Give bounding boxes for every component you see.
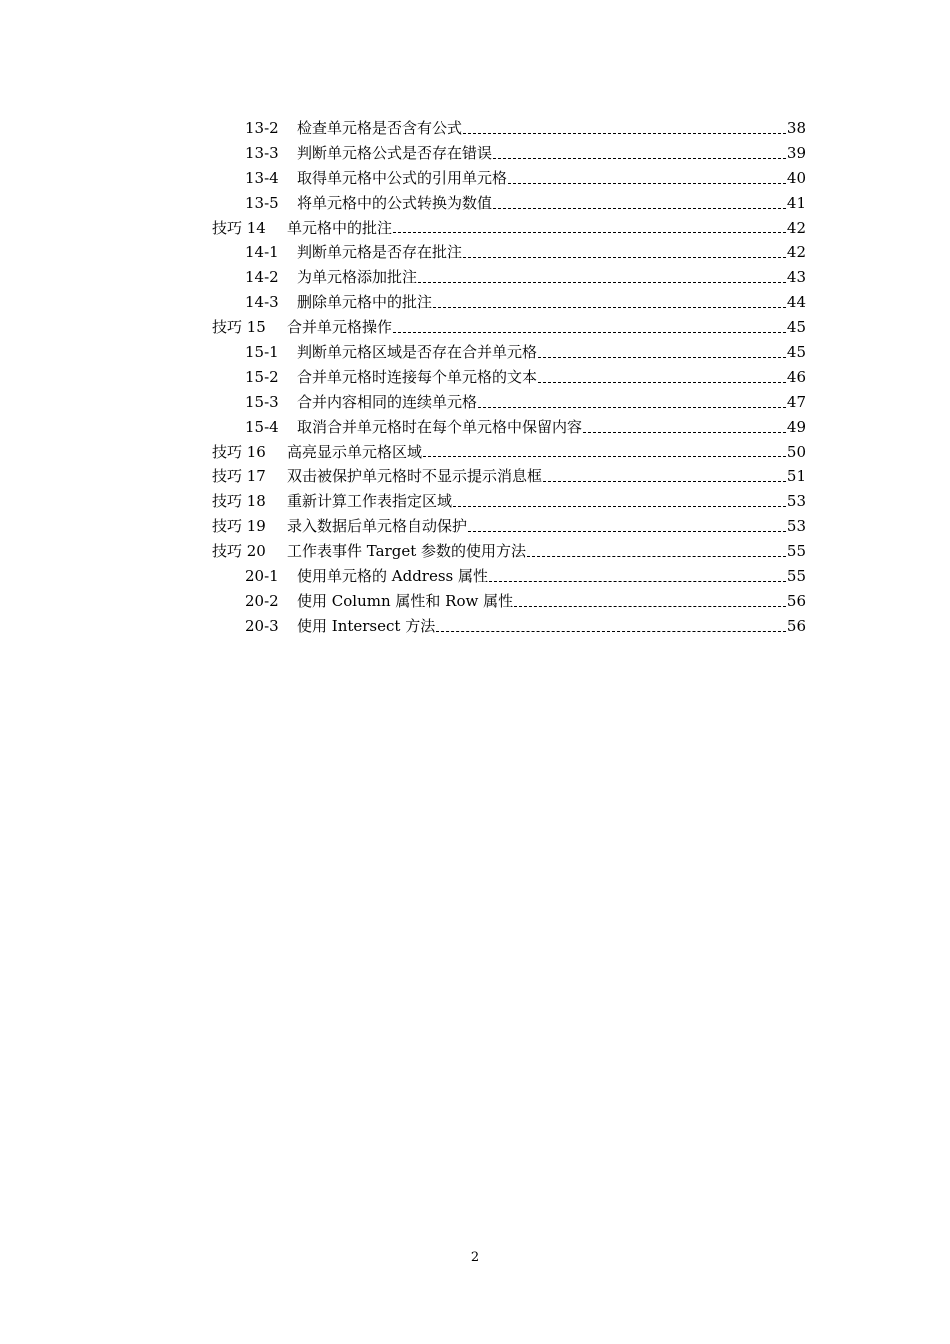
toc-entry-page: 56: [786, 616, 806, 635]
toc-entry-page: 38: [786, 119, 806, 137]
toc-entry-number: 13-5: [245, 193, 279, 212]
toc-entry-title: 双击被保护单元格时不显示提示消息框: [287, 467, 543, 486]
toc-entry-page: 51: [786, 467, 806, 486]
toc-entry[interactable]: [212, 166, 806, 191]
toc-leader: [489, 573, 786, 589]
toc-entry-title: 判断单元格区域是否存在合并单元格: [297, 343, 538, 362]
toc-entry-number: 技巧 14: [212, 218, 266, 237]
toc-entry[interactable]: [212, 265, 806, 290]
toc-leader: [538, 349, 786, 365]
toc-entry[interactable]: [212, 564, 806, 589]
toc-entry-page: 55: [786, 542, 806, 561]
toc-entry-title: 取消合并单元格时在每个单元格中保留内容: [297, 417, 583, 436]
toc-entry-title: 判断单元格公式是否存在错误: [297, 143, 493, 162]
toc-entry-number: 技巧 16: [212, 442, 266, 461]
toc-entry-number: 20-2: [245, 591, 279, 610]
toc-entry[interactable]: [212, 614, 806, 639]
toc-entry-title: 为单元格添加批注: [297, 268, 418, 287]
toc-entry-number: 13-2: [245, 119, 279, 137]
toc-entry-number: 20-1: [245, 567, 279, 586]
toc-leader: [393, 224, 786, 240]
toc-entry-page: 43: [786, 268, 806, 287]
toc-entry-title: 使用单元格的 Address 属性: [297, 567, 489, 586]
toc-entry-number: 技巧 18: [212, 492, 266, 511]
toc-leader: [463, 125, 786, 141]
toc-entry[interactable]: [212, 290, 806, 315]
toc-leader: [423, 448, 786, 464]
toc-leader: [543, 473, 786, 489]
toc-entry-number: 15-2: [245, 367, 279, 386]
toc-entry-title: 判断单元格是否存在批注: [297, 243, 463, 262]
toc-leader: [583, 424, 786, 440]
toc-entry-number: 技巧 20: [212, 542, 266, 561]
toc-entry-number: 技巧 15: [212, 318, 266, 337]
toc-entry-number: 14-1: [245, 243, 279, 262]
toc-entry[interactable]: [212, 440, 806, 465]
toc-entry-number: 15-3: [245, 392, 279, 411]
toc-leader: [493, 200, 786, 216]
toc-leader: [393, 324, 786, 340]
toc-leader: [478, 399, 786, 415]
toc-entry-title: 检查单元格是否含有公式: [297, 119, 463, 137]
toc-entry-title: 重新计算工作表指定区域: [287, 492, 453, 511]
toc-entry-page: 53: [786, 517, 806, 536]
toc-entry-number: 13-3: [245, 143, 279, 162]
table-of-contents: [212, 116, 806, 639]
toc-entry-title: 工作表事件 Target 参数的使用方法: [287, 542, 526, 561]
toc-entry[interactable]: [212, 539, 806, 564]
toc-entry-page: 50: [786, 442, 806, 461]
toc-entry-number: 14-3: [245, 293, 279, 312]
toc-leader: [493, 150, 786, 166]
toc-entry[interactable]: [212, 340, 806, 365]
toc-entry-number: 13-4: [245, 168, 279, 187]
toc-entry-page: 46: [786, 367, 806, 386]
toc-leader: [453, 498, 786, 514]
toc-entry-page: 49: [786, 417, 806, 436]
toc-leader: [527, 548, 786, 564]
toc-entry-title: 合并单元格时连接每个单元格的文本: [297, 367, 538, 386]
toc-entry-page: 45: [786, 343, 806, 362]
toc-entry-title: 删除单元格中的批注: [297, 293, 433, 312]
toc-leader: [418, 274, 786, 290]
toc-entry-title: 使用 Column 属性和 Row 属性: [297, 591, 514, 610]
toc-entry-page: 44: [786, 293, 806, 312]
toc-entry[interactable]: [212, 514, 806, 539]
toc-entry-page: 42: [786, 243, 806, 262]
toc-entry[interactable]: [212, 191, 806, 216]
page-number: 2: [470, 1250, 480, 1265]
toc-entry[interactable]: [212, 116, 806, 141]
toc-entry-title: 合并内容相同的连续单元格: [297, 392, 478, 411]
toc-entry-number: 14-2: [245, 268, 279, 287]
toc-entry-page: 42: [786, 218, 806, 237]
toc-entry-page: 45: [786, 318, 806, 337]
toc-entry-title: 录入数据后单元格自动保护: [287, 517, 468, 536]
toc-entry-page: 55: [786, 567, 806, 586]
toc-entry[interactable]: [212, 216, 806, 241]
toc-leader: [436, 623, 786, 639]
toc-leader: [514, 598, 786, 614]
toc-entry[interactable]: [212, 240, 806, 265]
toc-entry[interactable]: [212, 141, 806, 166]
toc-entry-page: 41: [786, 193, 806, 212]
toc-entry[interactable]: [212, 589, 806, 614]
toc-entry-title: 合并单元格操作: [287, 318, 393, 337]
toc-entry-number: 20-3: [245, 616, 279, 635]
toc-entry[interactable]: [212, 365, 806, 390]
toc-entry-page: 47: [786, 392, 806, 411]
toc-entry[interactable]: [212, 464, 806, 489]
toc-leader: [433, 299, 786, 315]
toc-entry-title: 单元格中的批注: [287, 218, 393, 237]
toc-entry-title: 使用 Intersect 方法: [297, 616, 436, 635]
toc-entry[interactable]: [212, 489, 806, 514]
toc-entry-page: 40: [786, 168, 806, 187]
toc-entry-title: 取得单元格中公式的引用单元格: [297, 168, 508, 187]
toc-entry[interactable]: [212, 390, 806, 415]
toc-entry-title: 高亮显示单元格区域: [287, 442, 423, 461]
toc-entry[interactable]: [212, 415, 806, 440]
toc-leader: [463, 249, 786, 265]
toc-leader: [508, 175, 786, 191]
toc-leader: [538, 374, 786, 390]
toc-entry-page: 56: [786, 591, 806, 610]
toc-entry-page: 39: [786, 143, 806, 162]
toc-entry-number: 15-4: [245, 417, 279, 436]
toc-entry-title: 将单元格中的公式转换为数值: [297, 193, 493, 212]
toc-entry-number: 技巧 17: [212, 467, 266, 486]
toc-leader: [468, 523, 786, 539]
toc-entry[interactable]: [212, 315, 806, 340]
toc-entry-number: 技巧 19: [212, 517, 266, 536]
toc-entry-number: 15-1: [245, 343, 279, 362]
toc-entry-page: 53: [786, 492, 806, 511]
